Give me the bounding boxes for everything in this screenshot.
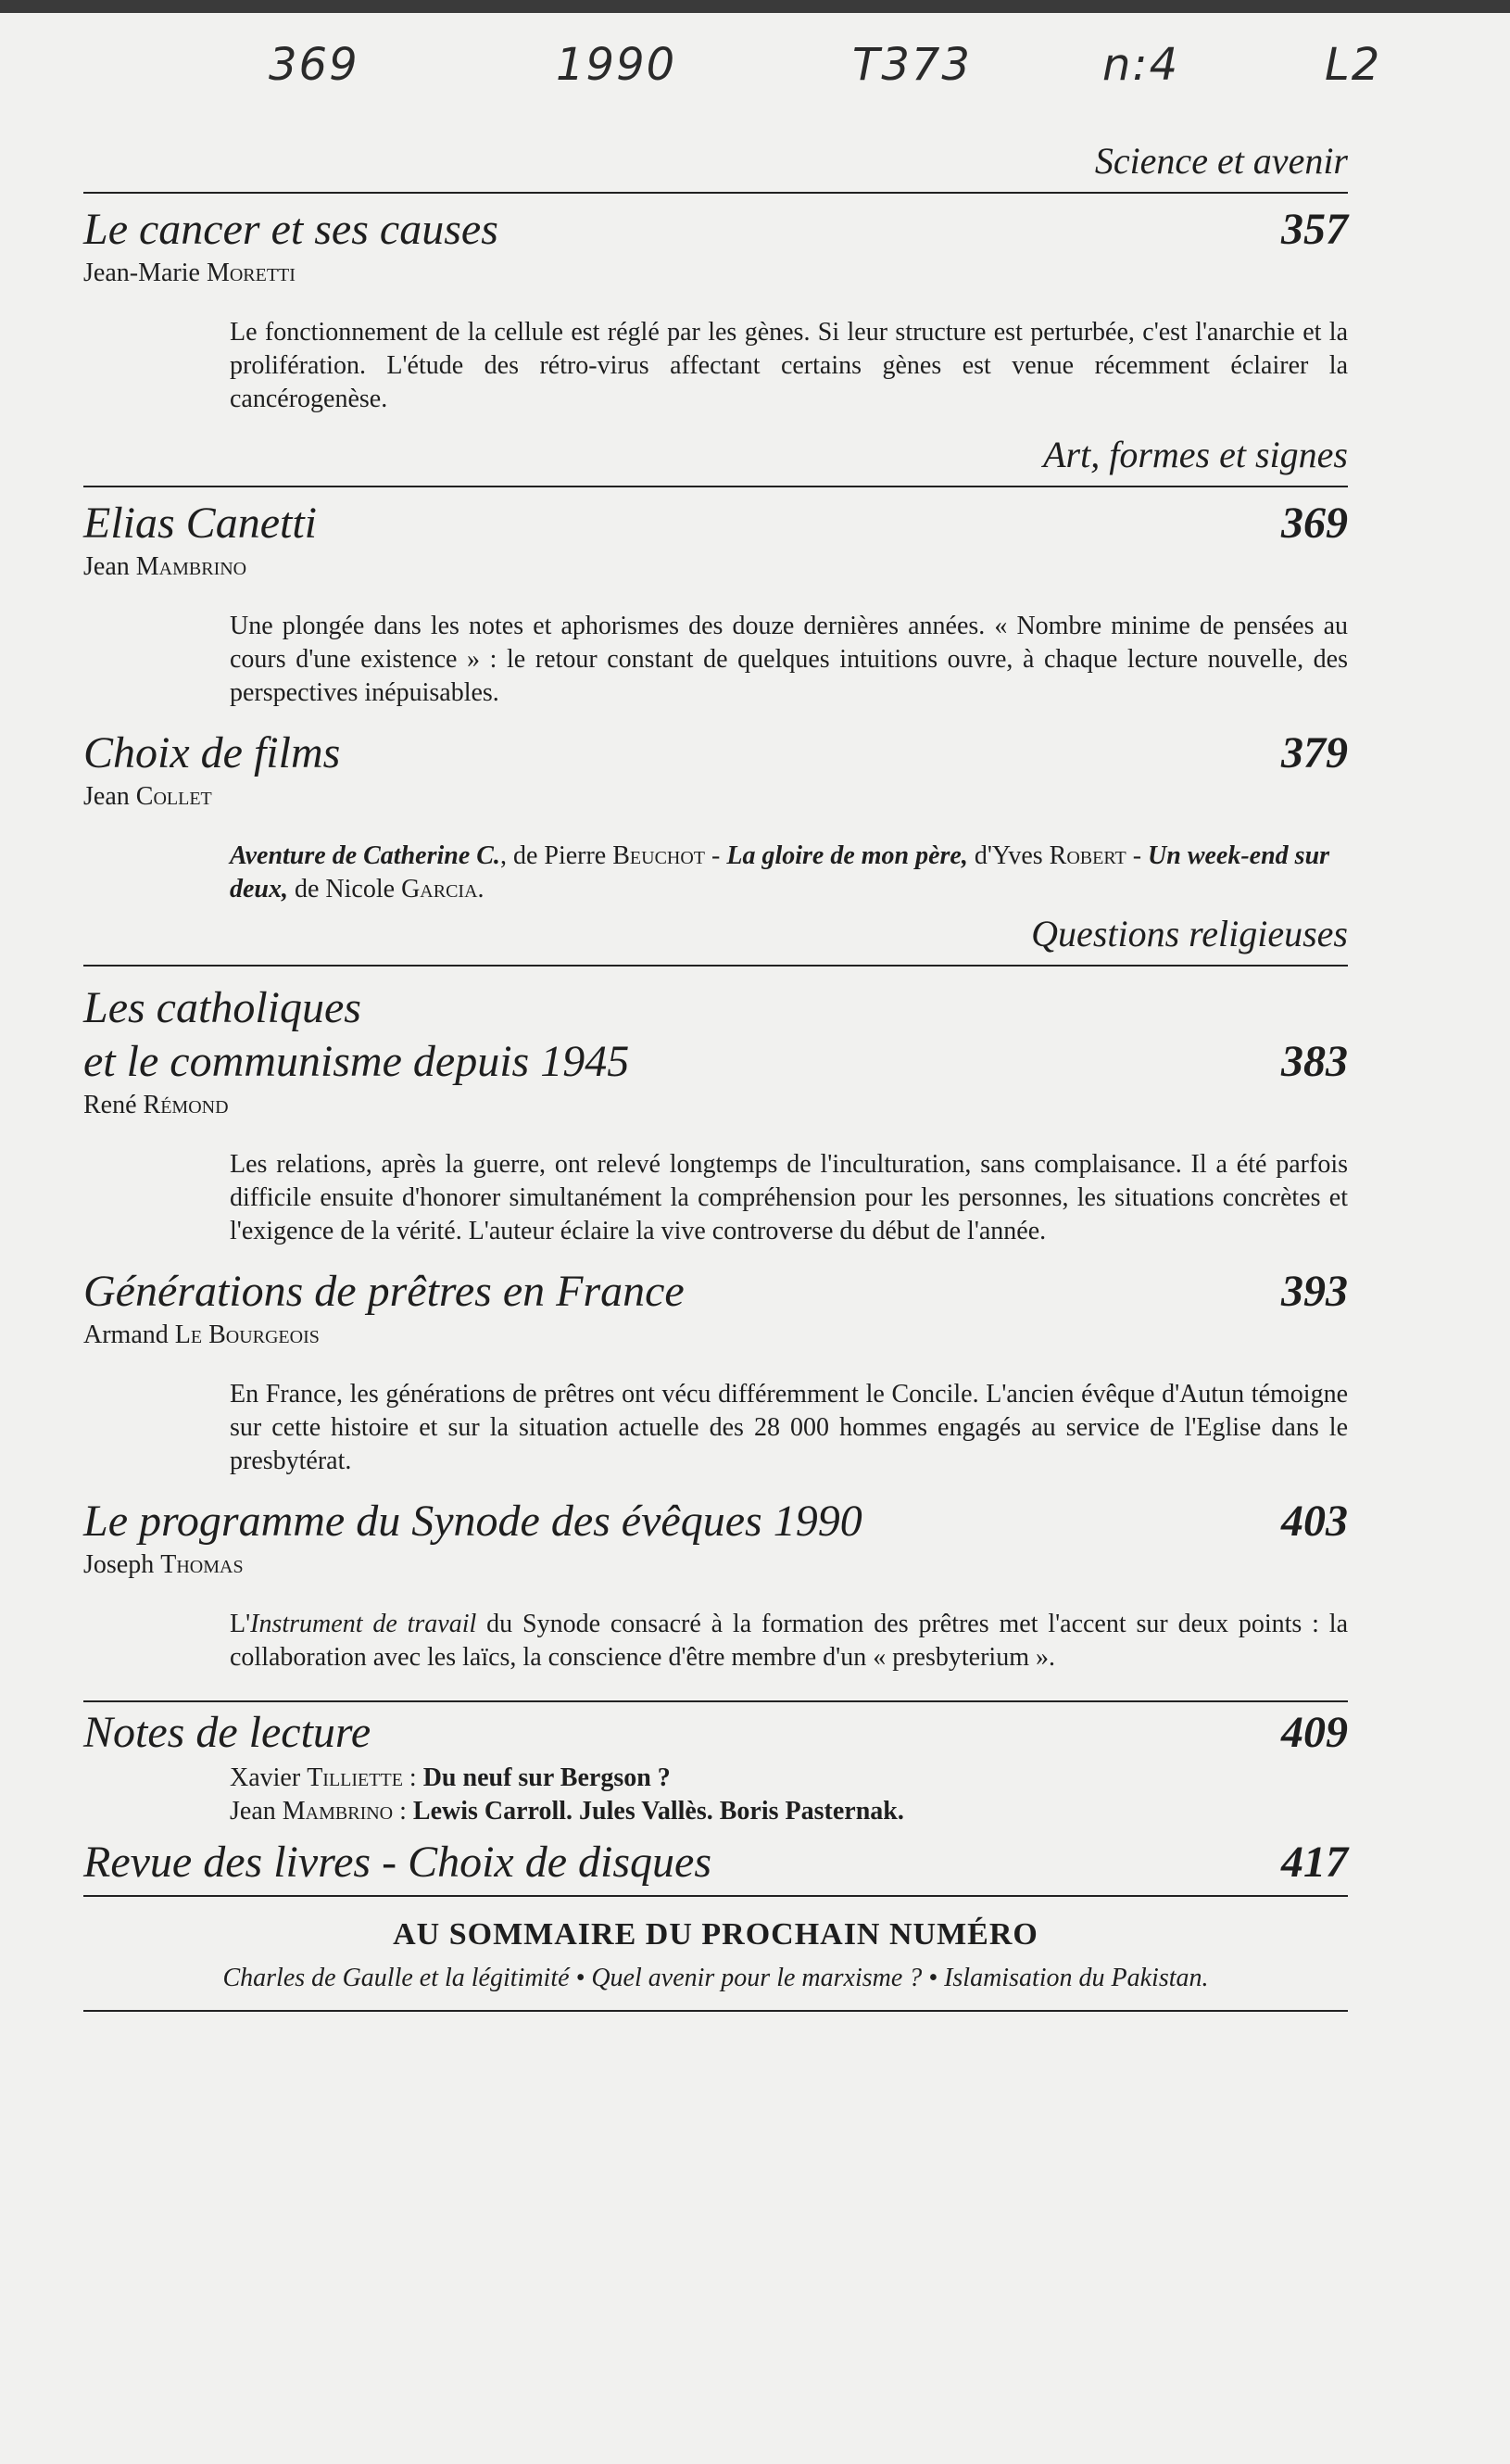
handwritten-note: n:4	[1102, 39, 1180, 91]
article-author: Jean Collet	[83, 782, 212, 811]
next-issue-items: Charles de Gaulle et la légitimité • Quel avenir pour le marxisme ? • Islamisation du Pakistan.	[83, 1964, 1348, 2012]
list-item: Xavier Tilliette : Du neuf sur Bergson ?	[230, 1763, 671, 1792]
article-title[interactable]: Revue des livres - Choix de disques	[83, 1838, 712, 1887]
article-entry[interactable]	[83, 1706, 1348, 1760]
article-author: Armand Le Bourgeois	[83, 1320, 320, 1349]
article-entry[interactable]	[83, 1836, 1348, 1889]
handwritten-note: 369	[269, 39, 359, 91]
article-author: René Rémond	[83, 1091, 229, 1119]
page-number: 379	[1281, 728, 1348, 777]
article-title[interactable]: Elias Canetti	[83, 499, 317, 548]
article-author: Jean-Marie Moretti	[83, 259, 296, 287]
scan-top-edge	[0, 0, 1510, 13]
film-list: Aventure de Catherine C., de Pierre Beuchot - La gloire de mon père, d'Yves Robert - Un week-end sur deux, de Nicole Garcia.	[230, 841, 1330, 903]
article-author: Joseph Thomas	[83, 1550, 244, 1579]
article-entry[interactable]	[83, 981, 1348, 1089]
table-of-contents	[83, 139, 1348, 2012]
article-entry[interactable]	[83, 1495, 1348, 1548]
article-title[interactable]: Choix de films	[83, 728, 341, 777]
page-number: 409	[1281, 1708, 1348, 1757]
section-heading: Science et avenir	[83, 139, 1348, 194]
article-title[interactable]: Les catholiques et le communisme depuis 1945	[83, 983, 630, 1086]
article-abstract: En France, les générations de prêtres ont vécu différemment le Concile. L'ancien évêque d'Autun témoigne sur cette histoire et sur la situation actuelle des 28 000 hommes engagés au service de l'Eglise dans le presbytérat.	[230, 1380, 1348, 1475]
article-entry[interactable]	[83, 203, 1348, 257]
page-number: 393	[1281, 1267, 1348, 1316]
list-item: Jean Mambrino : Lewis Carroll. Jules Vallès. Boris Pasternak.	[230, 1797, 904, 1826]
article-abstract: Une plongée dans les notes et aphorismes des douze dernières années. « Nombre minime de pensées au cours d'une existence » : le retour constant de quelques intuitions ouvre, à chaque lecture nouvelle, des perspectives inépuisables.	[230, 612, 1348, 707]
notes-list	[230, 1762, 1348, 1828]
article-entry[interactable]	[83, 497, 1348, 550]
article-abstract: Les relations, après la guerre, ont relevé longtemps de l'inculturation, sans complaisance. Il a été parfois difficile ensuite d'honorer simultanément la compréhension pour les personnes, les situations concrètes et l'exigence de la vérité. L'auteur éclaire la vive controverse du début de l'année.	[230, 1150, 1348, 1245]
section-heading: Art, formes et signes	[83, 433, 1348, 487]
article-title[interactable]: Générations de prêtres en France	[83, 1267, 685, 1316]
article-abstract: Le fonctionnement de la cellule est réglé par les gènes. Si leur structure est perturbée, c'est l'anarchie et la prolifération. L'étude des rétro-virus affectant certains gènes est venue récemment éclairer la cancérogenèse.	[230, 318, 1348, 413]
article-title[interactable]: Le cancer et ses causes	[83, 205, 498, 254]
handwritten-note: L2	[1325, 39, 1382, 91]
page-number: 383	[1281, 1037, 1348, 1086]
article-title[interactable]: Notes de lecture	[83, 1708, 371, 1757]
article-title[interactable]: Le programme du Synode des évêques 1990	[83, 1497, 862, 1546]
handwritten-note: T373	[852, 39, 972, 91]
article-author: Jean Mambrino	[83, 552, 247, 581]
article-entry[interactable]	[83, 727, 1348, 780]
section-heading: Questions religieuses	[83, 912, 1348, 967]
handwritten-note: 1990	[556, 39, 677, 91]
next-issue-heading: AU SOMMAIRE DU PROCHAIN NUMÉRO	[393, 1917, 1038, 1952]
page-number: 369	[1281, 499, 1348, 548]
page-number: 403	[1281, 1497, 1348, 1546]
divider	[83, 1895, 1348, 1897]
article-entry[interactable]	[83, 1265, 1348, 1319]
divider	[83, 1700, 1348, 1702]
page-number: 357	[1281, 205, 1348, 254]
page-number: 417	[1281, 1838, 1348, 1887]
article-abstract: L'Instrument de travail du Synode consacré à la formation des prêtres met l'accent sur deux points : la collaboration avec les laïcs, la conscience d'être membre d'un « presbyterium ».	[230, 1610, 1349, 1672]
